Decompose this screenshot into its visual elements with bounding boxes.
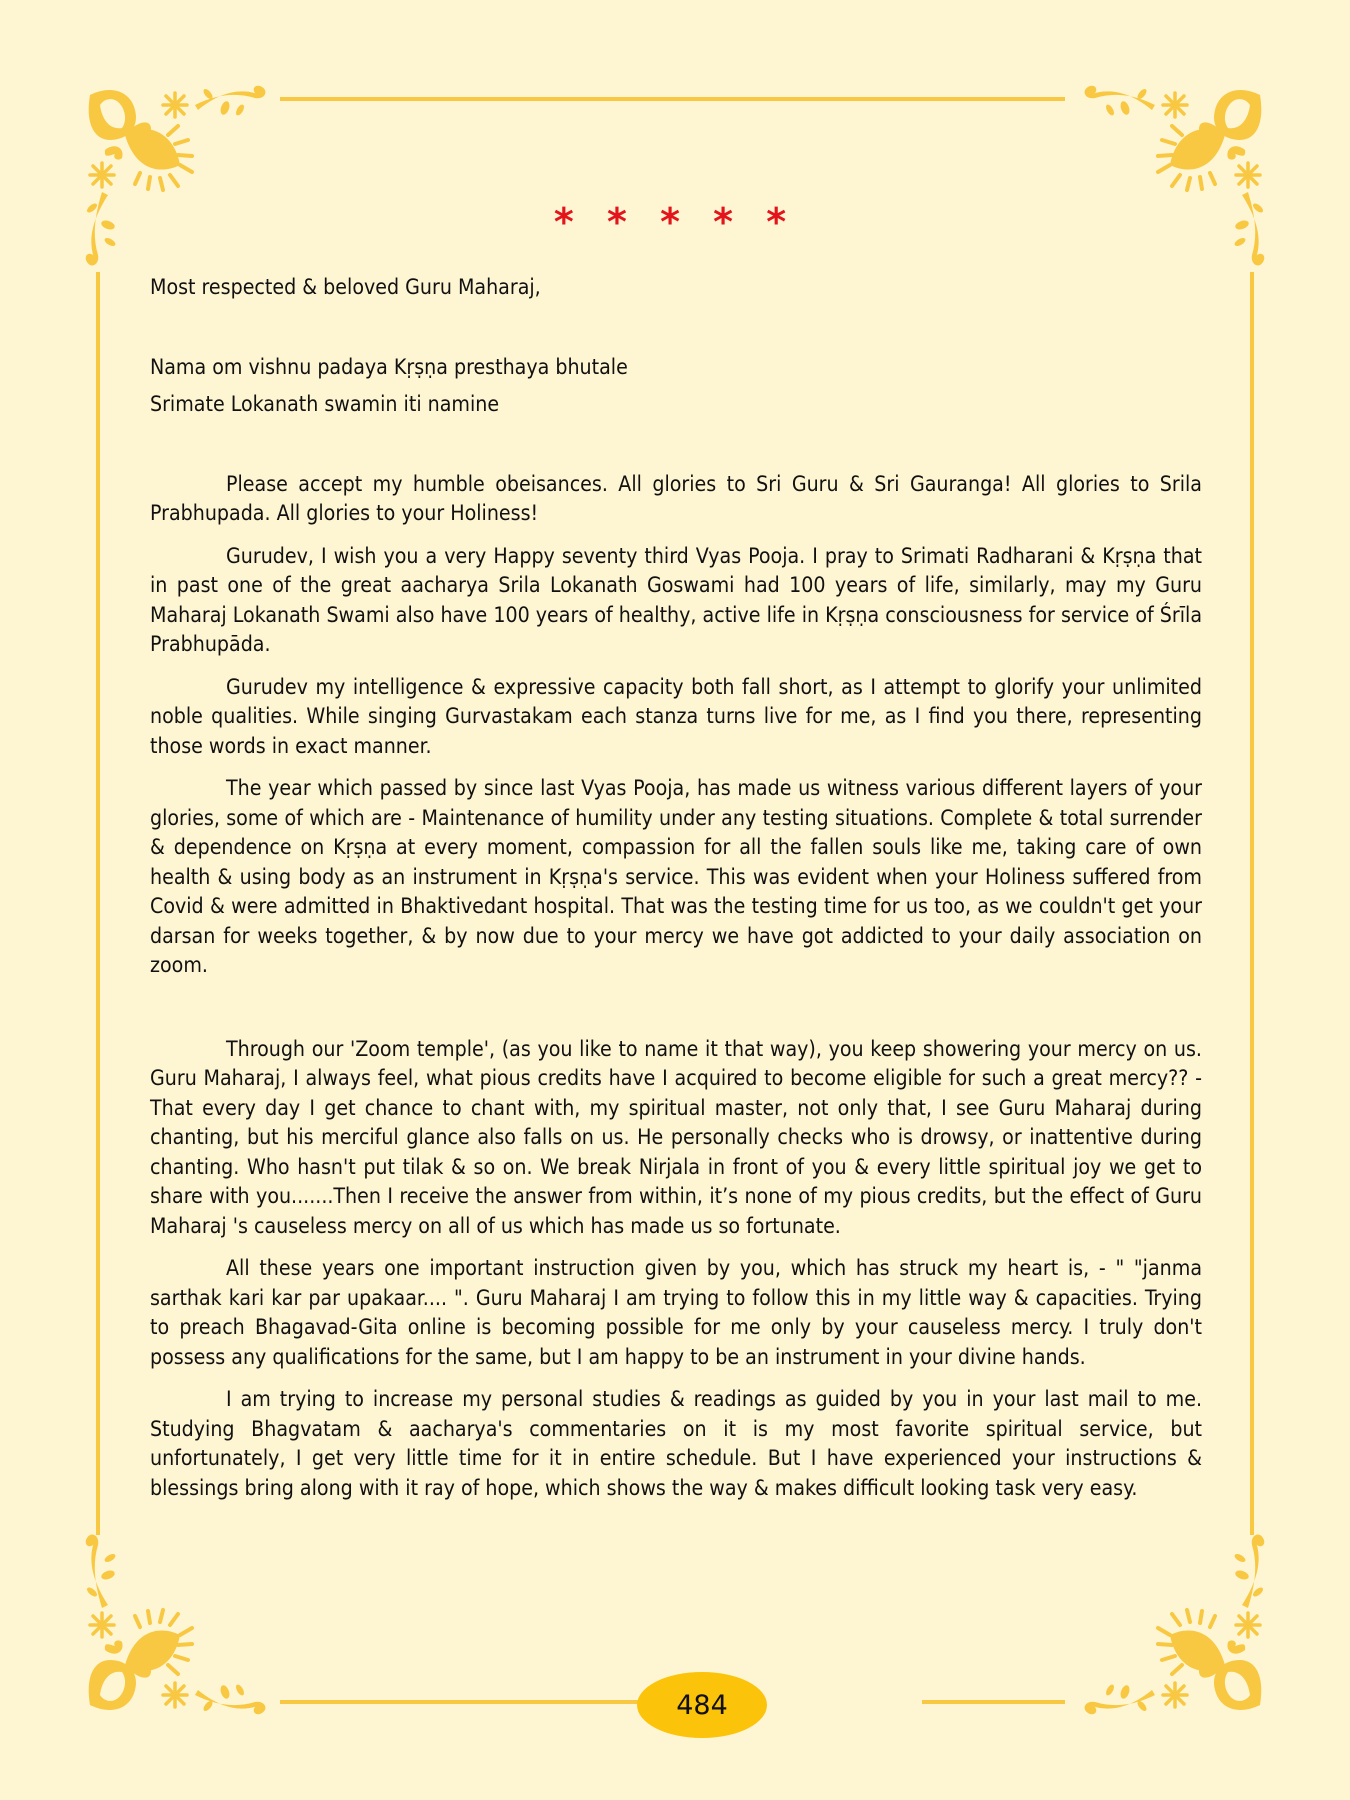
paragraph: I am trying to increase my personal studies & readings as guided by you in your last mail to me. Studying Bhagvatam & aacharya's commentaries on it is my most favorite spiritual service, but unfortunately, I get very little time for it in entire schedule. But I have experienced your instructions & blessings bring along with it ray of hope, which shows the way & makes difficult looking task very easy.: [150, 1386, 1202, 1500]
border-line-bottom-left: [280, 1700, 640, 1704]
letter-body: [150, 272, 1202, 1515]
verse-line: Srimate Lokanath swamin iti namine: [150, 391, 500, 416]
border-line-left: [96, 272, 100, 1535]
floral-corner-ornament-icon: [80, 1520, 280, 1720]
paragraph: Gurudev, I wish you a very Happy seventy third Vyas Pooja. I pray to Srimati Radharani & Kṛṣṇa that in past one of the great aacharya Srila Lokanath Goswami had 100 years of life, similarly, may my Guru Maharaj Lokanath Swami also have 100 years of healthy, active life in Kṛṣṇa consciousness for service of Śrīla Prabhupāda.: [150, 542, 1202, 656]
paragraph: The year which passed by since last Vyas Pooja, has made us witness various different layers of your glories, some of which are - Maintenance of humility under any testing situations. Complete & total surrender & dependence on Kṛṣṇa at every moment, compassion for all the fallen souls like me, taking care of own health & using body as an instrument in Kṛṣṇa's service. This was evident when your Holiness suffered from Covid & were admitted in Bhaktivedant hospital. That was the testing time for us too, as we couldn't get your darsan for weeks together, & by now due to your mercy we have got addicted to your daily association on zoom.: [150, 775, 1202, 977]
paragraph: Gurudev my intelligence & expressive capacity both fall short, as I attempt to glorify your unlimited noble qualities. While singing Gurvastakam each stanza turns live for me, as I find you there, representing those words in exact manner.: [150, 673, 1202, 758]
salutation: Most respected & beloved Guru Maharaj,: [150, 274, 541, 299]
page-number: 484: [676, 1689, 728, 1721]
floral-corner-ornament-icon: [80, 80, 280, 280]
paragraph: Please accept my humble obeisances. All glories to Sri Guru & Sri Gauranga! All glories to Srila Prabhupada. All glories to your Holiness!: [150, 470, 1202, 525]
page-number-badge: [637, 1672, 767, 1738]
border-line-top: [280, 97, 1065, 101]
paragraph: Through our 'Zoom temple', (as you like to name it that way), you keep showering your mercy on us. Guru Maharaj, I always feel, what pious credits have I acquired to become eligible for such a great mercy?? - That every day I get chance to chant with, my spiritual master, not only that, I see Guru Maharaj during chanting, but his merciful glance also falls on us. He personally checks who is drowsy, or inattentive during chanting. Who hasn't put tilak & so on. We break Nirjala in front of you & every little spiritual joy we get to share with you.......Then I receive the answer from within, it’s none of my pious credits, but the effect of Guru Maharaj 's causeless mercy on all of us which has made us so fortunate.: [150, 1035, 1202, 1238]
floral-corner-ornament-icon: [1070, 80, 1270, 280]
border-line-right: [1250, 272, 1254, 1535]
paragraph: All these years one important instruction given by you, which has struck my heart is, - " "janma sarthak kari kar par upakaar.... ". Guru Maharaj I am trying to follow this in my little way & capacities. Trying to preach Bhagavad-Gita online is becoming possible for me only by your causeless mercy. I truly don't possess any qualifications for the same, but I am happy to be an instrument in your divine hands.: [150, 1255, 1202, 1369]
border-line-bottom-right: [922, 1700, 1065, 1704]
verse-line: Nama om vishnu padaya Kṛṣṇa presthaya bhutale: [150, 353, 628, 379]
star-separator: * * * * *: [553, 200, 797, 244]
floral-corner-ornament-icon: [1070, 1520, 1270, 1720]
